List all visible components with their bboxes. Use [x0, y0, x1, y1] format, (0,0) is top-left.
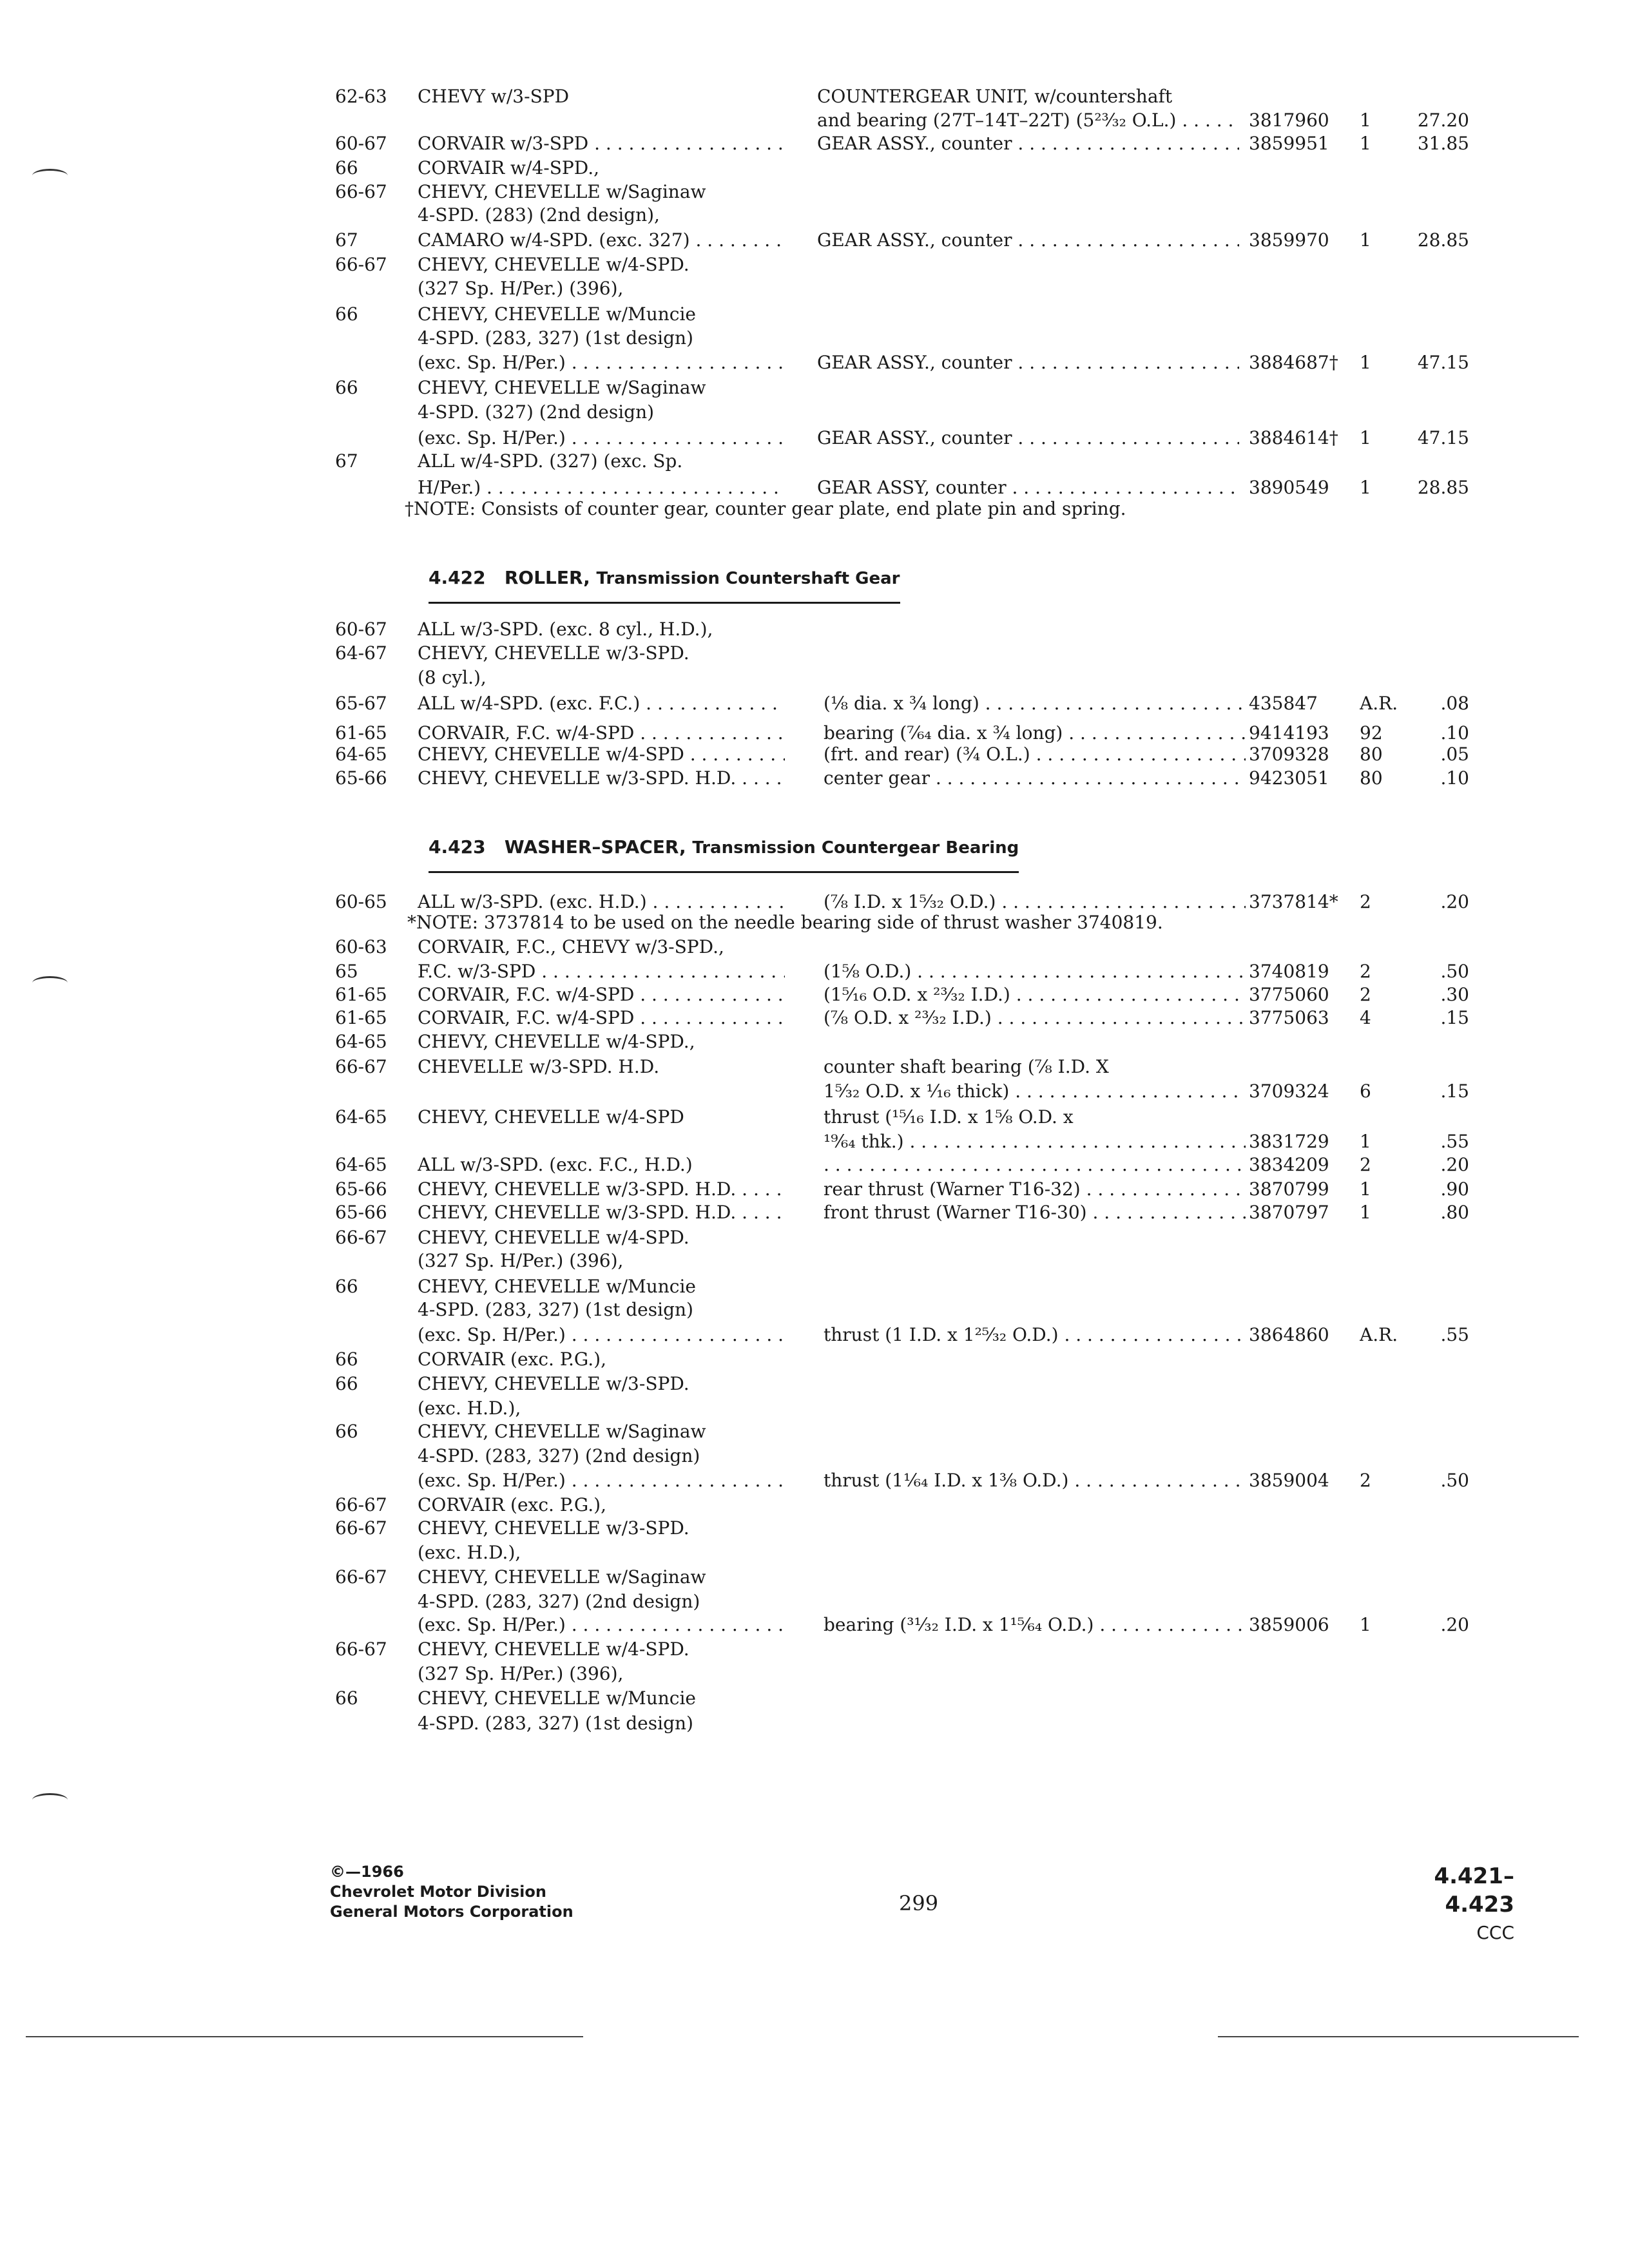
model-years: 66 — [335, 303, 358, 325]
model-years: 65 — [335, 961, 358, 982]
part-number: 9414193 — [1249, 722, 1329, 744]
model-years: 61-65 — [335, 984, 387, 1005]
part-description: thrust (1 I.D. x 1²⁵⁄₃₂ O.D.) . . . — [824, 1322, 1246, 1348]
part-number: 3884614† — [1249, 427, 1338, 448]
part-number: 3834209 — [1249, 1154, 1329, 1175]
part-description: GEAR ASSY., counter . . . — [817, 425, 1239, 451]
application: CHEVY, CHEVELLE w/4-SPD., — [418, 1031, 695, 1052]
model-years: 66 — [335, 1276, 358, 1297]
quantity: 80 — [1360, 767, 1383, 789]
list-price: .80 — [1440, 1202, 1469, 1223]
part-description: GEAR ASSY., counter . . . — [817, 227, 1239, 253]
application: CHEVY, CHEVELLE w/Muncie — [418, 1687, 696, 1709]
list-price: .20 — [1440, 1614, 1469, 1635]
model-years: 60-67 — [335, 619, 387, 640]
part-number: 3737814* — [1249, 891, 1338, 912]
margin-mark — [32, 169, 68, 182]
application: CORVAIR w/4-SPD., — [418, 157, 599, 178]
model-years: 65-67 — [335, 693, 387, 714]
quantity: A.R. — [1360, 693, 1398, 714]
quantity: 1 — [1360, 352, 1371, 373]
quantity: 92 — [1360, 722, 1383, 744]
application: ALL w/4-SPD. (exc. F.C.) . . . — [418, 691, 785, 716]
quantity: 1 — [1360, 1202, 1371, 1223]
footnote-text: *NOTE: 3737814 to be used on the needle bearing side of thrust washer 3740819. — [407, 912, 1163, 933]
application: (exc. Sp. H/Per.) . . . — [418, 350, 785, 376]
application: (exc. Sp. H/Per.) . . . — [418, 1468, 785, 1494]
application: (327 Sp. H/Per.) (396), — [418, 1663, 624, 1684]
model-years: 64-65 — [335, 1106, 387, 1128]
list-price: 28.85 — [1417, 477, 1469, 498]
application: H/Per.) . . . — [418, 475, 785, 501]
part-description — [824, 1152, 1246, 1178]
application: CORVAIR, F.C. w/4-SPD . . . — [418, 982, 785, 1008]
application: (8 cyl.), — [418, 667, 487, 688]
part-description: (⅞ O.D. x ²³⁄₃₂ I.D.) . . . — [824, 1005, 1246, 1031]
quantity: 2 — [1360, 961, 1371, 982]
application: (exc. Sp. H/Per.) . . . — [418, 425, 785, 451]
section-range-block — [1366, 1862, 1514, 1947]
application: (exc. H.D.), — [418, 1542, 521, 1563]
model-years: 64-65 — [335, 1031, 387, 1052]
application: CHEVY, CHEVELLE w/3-SPD. — [418, 1373, 689, 1394]
list-price: .30 — [1440, 984, 1469, 1005]
application: CORVAIR (exc. P.G.), — [418, 1494, 606, 1515]
part-description: thrust (¹⁵⁄₁₆ I.D. x 1⅝ O.D. x — [824, 1106, 1074, 1128]
model-years: 61-65 — [335, 1007, 387, 1028]
application: CHEVY, CHEVELLE w/3-SPD. — [418, 642, 689, 664]
quantity: 4 — [1360, 1007, 1371, 1028]
application: CHEVY, CHEVELLE w/Saginaw — [418, 181, 706, 202]
list-price: 47.15 — [1417, 352, 1469, 373]
application: CHEVY, CHEVELLE w/Saginaw — [418, 377, 706, 398]
list-price: .55 — [1440, 1131, 1469, 1152]
application: 4-SPD. (283) (2nd design), — [418, 204, 660, 226]
part-number: 3775060 — [1249, 984, 1329, 1005]
list-price: .20 — [1440, 891, 1469, 912]
part-number: 435847 — [1249, 693, 1318, 714]
copyright: ©—1966 — [330, 1863, 404, 1881]
part-description: center gear . . . — [824, 765, 1246, 791]
model-years: 66 — [335, 1687, 358, 1709]
part-number: 3831729 — [1249, 1131, 1329, 1152]
quantity: 2 — [1360, 1470, 1371, 1491]
list-price: .20 — [1440, 1154, 1469, 1175]
section-range: 4.421–4.423 — [1434, 1863, 1514, 1917]
model-years: 66 — [335, 1349, 358, 1370]
quantity: 1 — [1360, 1131, 1371, 1152]
footnote-text: †NOTE: Consists of counter gear, counter gear plate, end plate pin and spring. — [405, 498, 1126, 519]
quantity: 1 — [1360, 1178, 1371, 1200]
list-price: .10 — [1440, 767, 1469, 789]
quantity: 6 — [1360, 1081, 1371, 1102]
part-description: (1⅝ O.D.) . . . — [824, 959, 1246, 985]
model-years: 64-67 — [335, 642, 387, 664]
application: (327 Sp. H/Per.) (396), — [418, 278, 624, 299]
quantity: 1 — [1360, 477, 1371, 498]
part-number: 3870797 — [1249, 1202, 1329, 1223]
part-description: (frt. and rear) (¾ O.L.) . . . — [824, 742, 1246, 767]
quantity: 1 — [1360, 110, 1371, 131]
model-years: 66 — [335, 157, 358, 178]
quantity: 1 — [1360, 1614, 1371, 1635]
quantity: A.R. — [1360, 1324, 1398, 1345]
application: (exc. Sp. H/Per.) . . . — [418, 1322, 785, 1348]
model-years: 66-67 — [335, 181, 387, 202]
model-years: 60-63 — [335, 936, 387, 957]
model-years: 60-67 — [335, 133, 387, 154]
part-description: front thrust (Warner T16-30) . . . — [824, 1200, 1246, 1225]
part-number: 3859006 — [1249, 1614, 1329, 1635]
application: 4-SPD. (283, 327) (1st design) — [418, 327, 693, 349]
corporation: General Motors Corporation — [330, 1903, 574, 1921]
part-number: 3890549 — [1249, 477, 1329, 498]
list-price: 31.85 — [1417, 133, 1469, 154]
part-number: 3740819 — [1249, 961, 1329, 982]
section-heading-4423 — [429, 836, 1019, 873]
application: CORVAIR (exc. P.G.), — [418, 1349, 606, 1370]
part-number: 3859970 — [1249, 229, 1329, 251]
list-price: 28.85 — [1417, 229, 1469, 251]
model-years: 65-66 — [335, 767, 387, 789]
model-years: 60-65 — [335, 891, 387, 912]
quantity: 2 — [1360, 891, 1371, 912]
part-description: GEAR ASSY, counter . . . — [817, 475, 1239, 501]
model-years: 66 — [335, 377, 358, 398]
model-years: 62-63 — [335, 86, 387, 107]
part-number: 3859004 — [1249, 1470, 1329, 1491]
application: CHEVY, CHEVELLE w/3-SPD. H.D. . . . — [418, 1200, 785, 1225]
model-years: 66-67 — [335, 1056, 387, 1077]
list-price: .10 — [1440, 722, 1469, 744]
bottom-rule-right — [1218, 2036, 1579, 2037]
part-number: 3709328 — [1249, 744, 1329, 765]
application: 4-SPD. (283, 327) (1st design) — [418, 1713, 693, 1734]
list-price: .08 — [1440, 693, 1469, 714]
quantity: 2 — [1360, 984, 1371, 1005]
application: (327 Sp. H/Per.) (396), — [418, 1250, 624, 1271]
list-price: .50 — [1440, 1470, 1469, 1491]
model-years: 66-67 — [335, 254, 387, 275]
quantity: 1 — [1360, 229, 1371, 251]
model-years: 66-67 — [335, 1639, 387, 1660]
application: CHEVY, CHEVELLE w/4-SPD . . . — [418, 742, 785, 767]
list-price: 47.15 — [1417, 427, 1469, 448]
application: CHEVY, CHEVELLE w/4-SPD. — [418, 254, 689, 275]
margin-mark — [32, 1793, 68, 1807]
application: ALL w/3-SPD. (exc. F.C., H.D.) — [418, 1154, 693, 1175]
publisher-credit — [330, 1862, 574, 1922]
part-description: thrust (1¹⁄₆₄ I.D. x 1⅜ O.D.) . . . — [824, 1468, 1246, 1494]
section-number: 4.423 — [429, 836, 486, 858]
application: CAMARO w/4-SPD. (exc. 327) . . . — [418, 227, 785, 253]
list-price: .90 — [1440, 1178, 1469, 1200]
application: 4-SPD. (283, 327) (2nd design) — [418, 1591, 700, 1612]
application: CHEVY, CHEVELLE w/3-SPD. H.D. . . . — [418, 765, 785, 791]
catalog-code: CCC — [1476, 1922, 1514, 1943]
model-years: 65-66 — [335, 1178, 387, 1200]
part-description: (⅞ I.D. x 1⁵⁄₃₂ O.D.) . . . — [824, 889, 1246, 915]
application: (exc. H.D.), — [418, 1398, 521, 1419]
section-subtitle: Transmission Countershaft Gear — [596, 569, 900, 588]
application: CHEVELLE w/3-SPD. H.D. — [418, 1056, 660, 1077]
model-years: 61-65 — [335, 722, 387, 744]
part-description: GEAR ASSY., counter . . . — [817, 350, 1239, 376]
application: CHEVY, CHEVELLE w/3-SPD. H.D. . . . — [418, 1177, 785, 1202]
part-description: 1⁵⁄₃₂ O.D. x ¹⁄₁₆ thick) . . . — [824, 1079, 1246, 1104]
page-number: 299 — [899, 1891, 939, 1916]
part-number: 3859951 — [1249, 133, 1329, 154]
application: (exc. Sp. H/Per.) . . . — [418, 1612, 785, 1638]
application: CORVAIR, F.C. w/4-SPD . . . — [418, 1005, 785, 1031]
model-years: 66 — [335, 1421, 358, 1442]
part-description: counter shaft bearing (⅞ I.D. X — [824, 1056, 1109, 1077]
division: Chevrolet Motor Division — [330, 1883, 546, 1901]
list-price: .55 — [1440, 1324, 1469, 1345]
part-description: bearing (⁷⁄₆₄ dia. x ¾ long) . . . — [824, 720, 1246, 746]
application: ALL w/3-SPD. (exc. 8 cyl., H.D.), — [418, 619, 713, 640]
application: CORVAIR, F.C. w/4-SPD . . . — [418, 720, 785, 746]
application: CHEVY, CHEVELLE w/Muncie — [418, 303, 696, 325]
application: 4-SPD. (327) (2nd design) — [418, 401, 655, 423]
application: CHEVY, CHEVELLE w/3-SPD. — [418, 1517, 689, 1539]
list-price: .15 — [1440, 1081, 1469, 1102]
application: CHEVY, CHEVELLE w/Saginaw — [418, 1566, 706, 1588]
part-number: 3817960 — [1249, 110, 1329, 131]
part-number: 3864860 — [1249, 1324, 1329, 1345]
margin-mark — [32, 976, 68, 990]
part-number: 3709324 — [1249, 1081, 1329, 1102]
part-number: 3884687† — [1249, 352, 1338, 373]
section-heading-4422 — [429, 567, 900, 604]
quantity: 1 — [1360, 133, 1371, 154]
part-number: 9423051 — [1249, 767, 1329, 789]
quantity: 2 — [1360, 1154, 1371, 1175]
part-description: (1⁵⁄₁₆ O.D. x ²³⁄₃₂ I.D.) . . . — [824, 982, 1246, 1008]
part-number: 3870799 — [1249, 1178, 1329, 1200]
model-years: 66 — [335, 1373, 358, 1394]
part-description: COUNTERGEAR UNIT, w/countershaft — [817, 86, 1173, 107]
part-number: 3775063 — [1249, 1007, 1329, 1028]
list-price: .05 — [1440, 744, 1469, 765]
section-number: 4.422 — [429, 567, 486, 588]
application: F.C. w/3-SPD . . . — [418, 959, 785, 985]
model-years: 66-67 — [335, 1517, 387, 1539]
application: CHEVY, CHEVELLE w/4-SPD. — [418, 1227, 689, 1248]
quantity: 1 — [1360, 427, 1371, 448]
list-price: .15 — [1440, 1007, 1469, 1028]
application: ALL w/3-SPD. (exc. H.D.) . . . — [418, 889, 785, 915]
section-name: WASHER–SPACER, — [504, 836, 686, 858]
model-years: 65-66 — [335, 1202, 387, 1223]
part-description: ¹⁹⁄₆₄ thk.) . . . — [824, 1129, 1246, 1155]
application: 4-SPD. (283, 327) (1st design) — [418, 1299, 693, 1320]
part-description: (⅛ dia. x ¾ long) . . . — [824, 691, 1246, 716]
section-subtitle: Transmission Countergear Bearing — [692, 838, 1019, 858]
quantity: 80 — [1360, 744, 1383, 765]
application: CORVAIR, F.C., CHEVY w/3-SPD., — [418, 936, 724, 957]
application: CHEVY, CHEVELLE w/4-SPD. — [418, 1639, 689, 1660]
model-years: 67 — [335, 450, 358, 472]
model-years: 66-67 — [335, 1227, 387, 1248]
application: CHEVY, CHEVELLE w/4-SPD — [418, 1106, 684, 1128]
model-years: 66-67 — [335, 1494, 387, 1515]
model-years: 64-65 — [335, 744, 387, 765]
part-description: and bearing (27T–14T–22T) (5²³⁄₃₂ O.L.) . . . — [817, 108, 1239, 133]
application: ALL w/4-SPD. (327) (exc. Sp. — [418, 450, 683, 472]
model-years: 67 — [335, 229, 358, 251]
application: CHEVY, CHEVELLE w/Saginaw — [418, 1421, 706, 1442]
model-years: 66-67 — [335, 1566, 387, 1588]
list-price: .50 — [1440, 961, 1469, 982]
application: CHEVY w/3-SPD — [418, 86, 570, 107]
application: CHEVY, CHEVELLE w/Muncie — [418, 1276, 696, 1297]
list-price: 27.20 — [1417, 110, 1469, 131]
bottom-rule-left — [26, 2036, 583, 2037]
part-description: rear thrust (Warner T16-32) . . . — [824, 1177, 1246, 1202]
application: 4-SPD. (283, 327) (2nd design) — [418, 1445, 700, 1466]
section-name: ROLLER, — [504, 567, 590, 588]
model-years: 64-65 — [335, 1154, 387, 1175]
part-description: GEAR ASSY., counter . . . — [817, 131, 1239, 157]
application: CORVAIR w/3-SPD . . . — [418, 131, 785, 157]
part-description: bearing (³¹⁄₃₂ I.D. x 1¹⁵⁄₆₄ O.D.) . . . — [824, 1612, 1246, 1638]
